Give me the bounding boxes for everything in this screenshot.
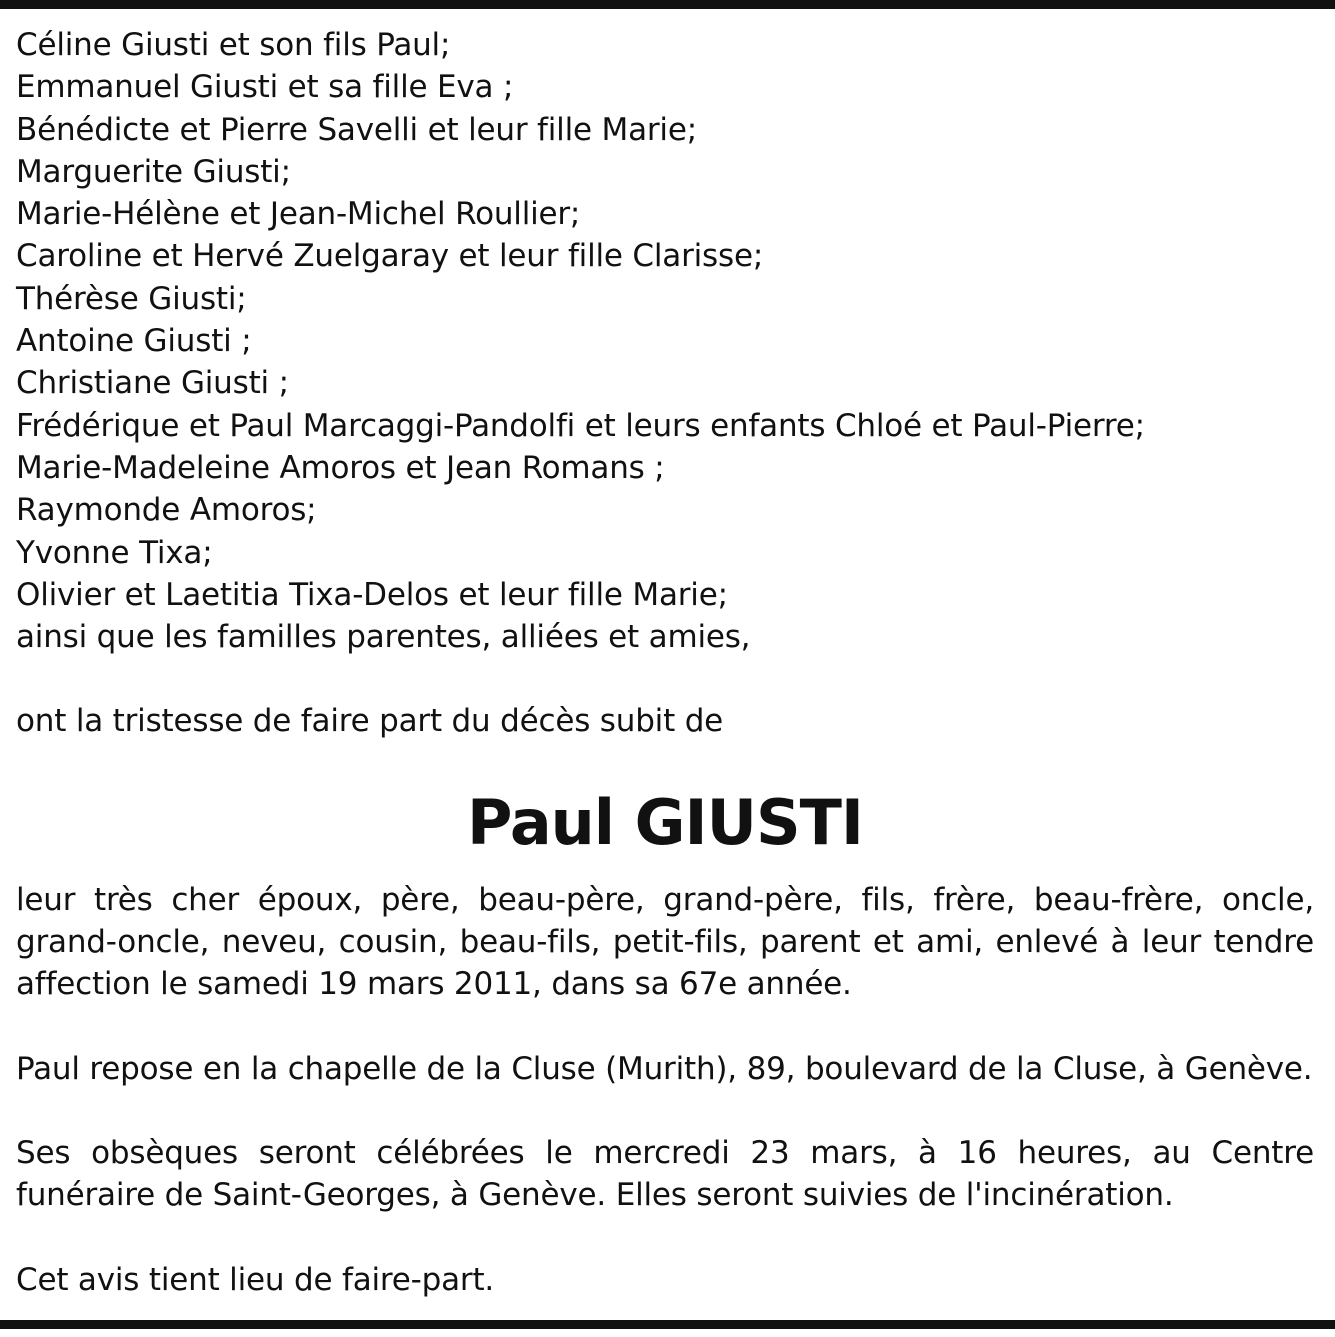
announcement-line: ont la tristesse de faire part du décès subit de [16, 703, 724, 740]
spacer [16, 1090, 1314, 1132]
mourner-line: Thérèse Giusti; [16, 280, 247, 317]
mourner-line: ainsi que les familles parentes, alliées et amies, [16, 619, 751, 656]
spacer [16, 1217, 1314, 1259]
death-notice [16, 24, 1314, 1301]
top-border-rule [0, 0, 1335, 9]
relationship-paragraph: leur très cher époux, père, beau-père, grand-père, fils, frère, beau-frère, oncle, grand-oncle, neveu, cousin, beau-fils, petit-fils, parent et ami, enlevé à leur tendre affection le samedi 19 mars 2011, dans sa 67e année. [16, 881, 1314, 1003]
mourner-line: Yvonne Tixa; [16, 534, 213, 571]
mourner-line: Caroline et Hervé Zuelgaray et leur fille Clarisse; [16, 238, 764, 275]
spacer [16, 658, 1314, 700]
spacer [16, 1006, 1314, 1048]
mourner-line: Raymonde Amoros; [16, 492, 317, 529]
mourners-list [16, 24, 1314, 658]
closing-line: Cet avis tient lieu de faire-part. [16, 1261, 495, 1298]
mourner-line: Bénédicte et Pierre Savelli et leur fille Marie; [16, 111, 697, 148]
mourner-line: Emmanuel Giusti et sa fille Eva ; [16, 69, 514, 106]
mourner-line: Antoine Giusti ; [16, 323, 252, 360]
bottom-border-rule [0, 1320, 1335, 1329]
mourner-line: Frédérique et Paul Marcaggi-Pandolfi et leurs enfants Chloé et Paul-Pierre; [16, 407, 1145, 444]
mourner-line: Céline Giusti et son fils Paul; [16, 27, 451, 63]
mourner-line: Marguerite Giusti; [16, 153, 291, 190]
deceased-name: Paul GIUSTI [467, 785, 863, 859]
mourner-line: Marie-Hélène et Jean-Michel Roullier; [16, 196, 581, 233]
mourner-line: Christiane Giusti ; [16, 365, 289, 402]
repose-paragraph: Paul repose en la chapelle de la Cluse (Murith), 89, boulevard de la Cluse, à Genève. [16, 1050, 1313, 1087]
funeral-paragraph: Ses obsèques seront célébrées le mercredi 23 mars, à 16 heures, au Centre funéraire de Saint-Georges, à Genève. Elles seront suivies de l'incinération. [16, 1134, 1314, 1214]
mourner-line: Olivier et Laetitia Tixa-Delos et leur fille Marie; [16, 576, 728, 613]
mourner-line: Marie-Madeleine Amoros et Jean Romans ; [16, 449, 665, 486]
